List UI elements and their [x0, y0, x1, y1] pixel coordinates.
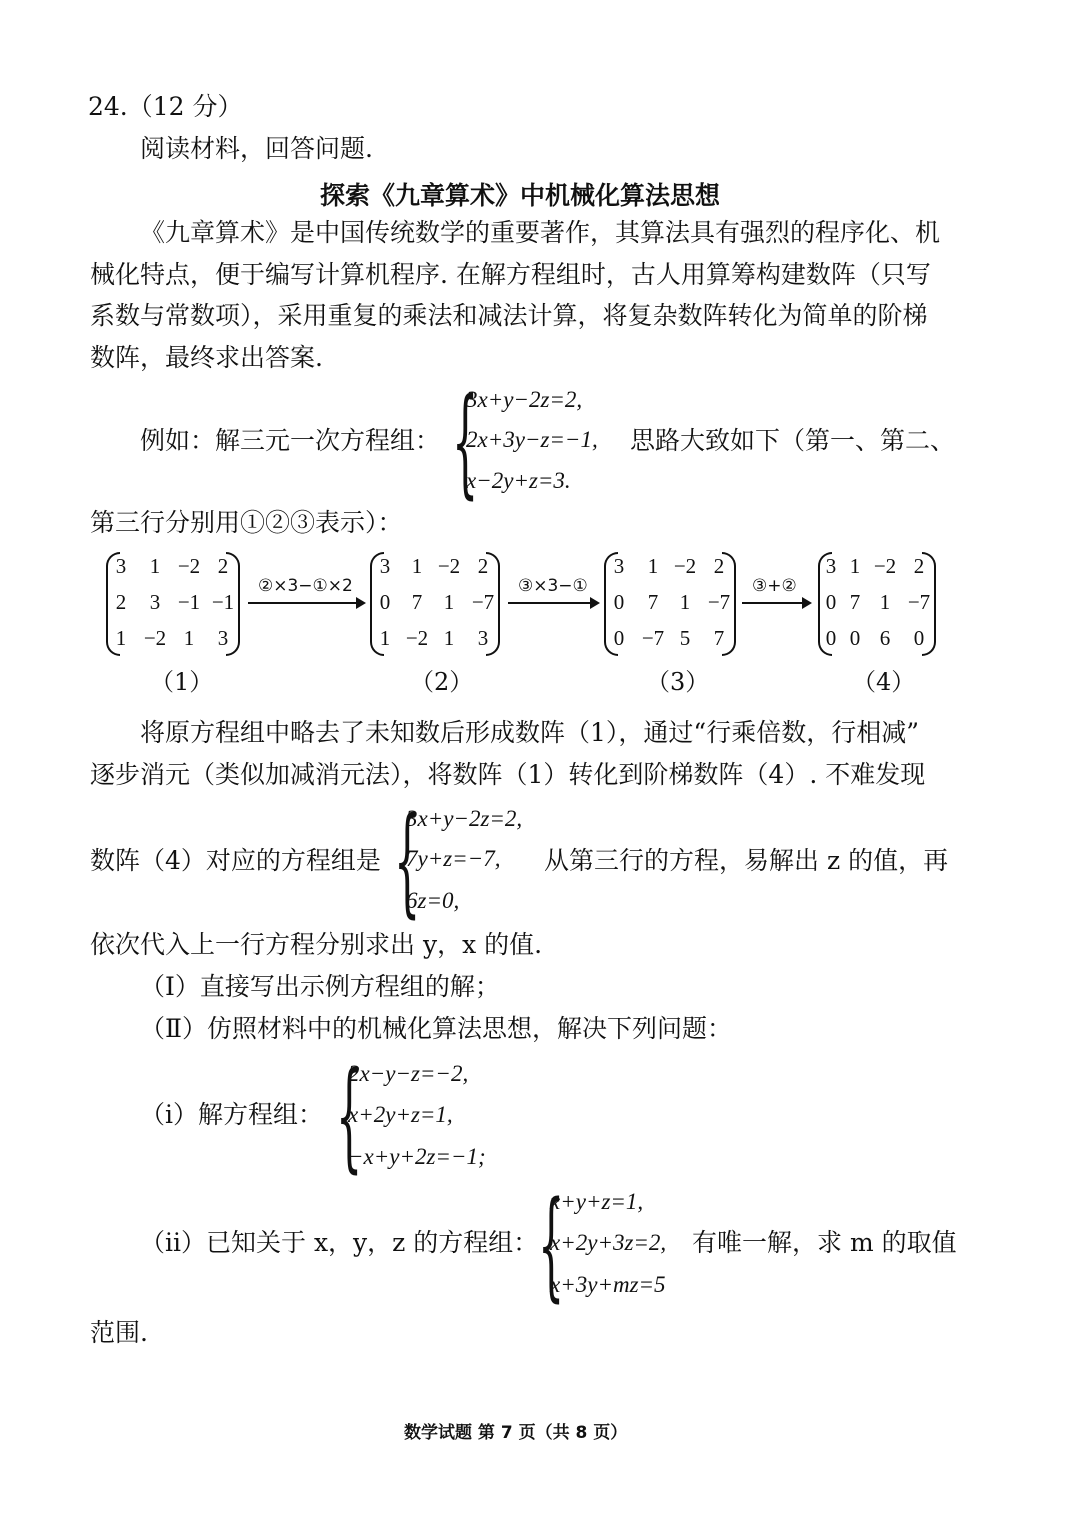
matrix-cell: −1: [211, 590, 235, 614]
arrow-2: [508, 602, 598, 604]
question-ii-eq-2: x+2y+3z=2,: [550, 1230, 667, 1255]
matrix-cell: −2: [873, 554, 897, 578]
matrix-cell: 0: [613, 626, 625, 650]
matrix-cell: 7: [849, 590, 861, 614]
matrix-3: [604, 552, 736, 662]
matrix-cell: −7: [707, 590, 731, 614]
question-i-brace: {: [336, 1046, 363, 1184]
matrix-cell: 1: [411, 554, 423, 578]
matrix-cell: −7: [471, 590, 495, 614]
matrix-cell: 3: [379, 554, 391, 578]
matrix-cell: 0: [913, 626, 925, 650]
matrix-cell: −7: [641, 626, 665, 650]
explain-brace: {: [394, 791, 421, 929]
matrix-2: [370, 552, 500, 662]
matrix-4: [818, 552, 936, 662]
example-tail: 思路大致如下（第一、第二、: [630, 426, 956, 455]
matrix-cell: 7: [411, 590, 423, 614]
question-ii-tail: 有唯一解，求 m 的取值: [692, 1228, 957, 1257]
matrix-cell: 2: [913, 554, 925, 578]
matrix-label-2: （2）: [410, 668, 474, 696]
matrix-cell: 2: [217, 554, 229, 578]
matrix-cell: 0: [379, 590, 391, 614]
matrix-cell: 1: [647, 554, 659, 578]
matrix-cell: 1: [849, 554, 861, 578]
explain-tail: 从第三行的方程，易解出 z 的值，再: [544, 846, 949, 875]
question-i-lead: （ⅰ）解方程组：: [140, 1100, 323, 1129]
matrix-cell: 3: [477, 626, 489, 650]
matrix-cell: 1: [443, 590, 455, 614]
explain-line1: 将原方程组中略去了未知数后形成数阵（1），通过“行乘倍数，行相减”: [140, 718, 919, 747]
example-eq-3: x−2y+z=3.: [466, 468, 571, 493]
para1-line3: 系数与常数项），采用重复的乘法和减法计算，将复杂数阵转化为简单的阶梯: [90, 301, 928, 330]
matrix-label-3: （3）: [646, 668, 710, 696]
explain-line2: 逐步消元（类似加减消元法），将数阵（1）转化到阶梯数阵（4）. 不难发现: [90, 760, 926, 789]
question-ii-lead: （ⅱ）已知关于 x，y，z 的方程组：: [140, 1228, 539, 1257]
matrix-cell: 2: [713, 554, 725, 578]
question-ii-eq-1: x+y+z=1,: [550, 1189, 644, 1214]
para1-line4: 数阵，最终求出答案.: [90, 343, 323, 372]
arrow-3: [742, 602, 810, 604]
explain-last: 依次代入上一行方程分别求出 y，x 的值.: [90, 930, 543, 959]
matrix-cell: 1: [679, 590, 691, 614]
matrix-cell: 1: [149, 554, 161, 578]
matrix-cell: 0: [825, 590, 837, 614]
page-footer: 数学试题 第 7 页（共 8 页）: [404, 1423, 628, 1443]
matrix-cell: 7: [713, 626, 725, 650]
operation-2: ③×3−①: [518, 576, 588, 596]
matrix-cell: −2: [405, 626, 429, 650]
question-2: （Ⅱ）仿照材料中的机械化算法思想，解决下列问题：: [140, 1014, 732, 1043]
matrix-cell: 7: [647, 590, 659, 614]
problem-number: 24.（12 分）: [88, 92, 243, 121]
matrix-cell: 1: [443, 626, 455, 650]
matrix-cell: −7: [907, 590, 931, 614]
matrix-cell: 1: [115, 626, 127, 650]
example-eq-1: 3x+y−2z=2,: [466, 387, 583, 412]
matrix-cell: 5: [679, 626, 691, 650]
matrix-cell: −2: [437, 554, 461, 578]
explain-eq-2: 7y+z=−7,: [406, 846, 501, 871]
question-i-eq-1: 2x−y−z=−2,: [348, 1061, 469, 1086]
matrix-cell: 2: [115, 590, 127, 614]
example-eq-2: 2x+3y−z=−1,: [466, 427, 598, 452]
para1-line2: 械化特点，便于编写计算机程序. 在解方程组时，古人用算筹构建数阵（只写: [90, 260, 931, 289]
matrix-cell: −2: [673, 554, 697, 578]
matrix-label-1: （1）: [150, 668, 214, 696]
explain-eq-1: 3x+y−2z=2,: [406, 806, 523, 831]
matrix-cell: 0: [613, 590, 625, 614]
operation-3: ③+②: [752, 576, 797, 596]
question-1: （Ⅰ）直接写出示例方程组的解；: [140, 972, 500, 1001]
section-title: 探索《九章算术》中机械化算法思想: [320, 181, 721, 210]
question-ii-end: 范围.: [90, 1318, 148, 1347]
problem-intro: 阅读材料，回答问题.: [140, 134, 373, 163]
matrix-cell: 2: [477, 554, 489, 578]
matrix-cell: 1: [183, 626, 195, 650]
matrix-cell: −1: [177, 590, 201, 614]
matrix-cell: 3: [613, 554, 625, 578]
question-i-eq-3: −x+y+2z=−1;: [348, 1144, 486, 1169]
matrix-label-4: （4）: [852, 668, 916, 696]
question-i-eq-2: x+2y+z=1,: [348, 1102, 453, 1127]
matrix-cell: 3: [149, 590, 161, 614]
matrix-cell: 3: [825, 554, 837, 578]
matrix-cell: −2: [143, 626, 167, 650]
matrix-cell: 3: [217, 626, 229, 650]
arrow-1: [248, 602, 364, 604]
matrix-cell: 0: [825, 626, 837, 650]
operation-1: ②×3−①×2: [258, 576, 353, 596]
para1-line1: 《九章算术》是中国传统数学的重要著作，其算法具有强烈的程序化、机: [140, 218, 941, 247]
matrix-cell: −2: [177, 554, 201, 578]
question-ii-brace: {: [538, 1175, 565, 1313]
matrix-cell: 0: [849, 626, 861, 650]
matrix-cell: 1: [379, 626, 391, 650]
matrix-cell: 1: [879, 590, 891, 614]
matrix-cell: 6: [879, 626, 891, 650]
question-ii-eq-3: x+3y+mz=5: [550, 1272, 666, 1297]
example-brace: {: [452, 372, 479, 510]
explain-eq-3: 6z=0,: [406, 888, 460, 913]
explain-lead: 数阵（4）对应的方程组是: [90, 846, 381, 875]
example-tail2: 第三行分别用①②③表示）：: [90, 508, 403, 537]
example-lead: 例如：解三元一次方程组：: [140, 426, 441, 455]
matrix-1: [106, 552, 240, 662]
matrix-cell: 3: [115, 554, 127, 578]
